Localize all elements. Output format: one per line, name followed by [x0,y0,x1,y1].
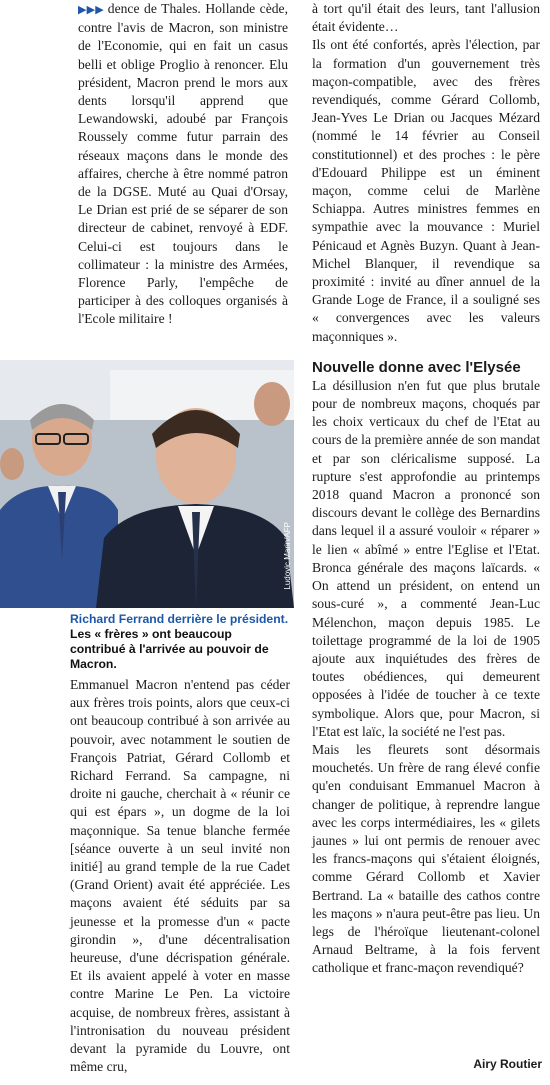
paragraph: Emmanuel Macron n'entend pas céder aux frères trois points, alors que ceux-ci ont beaucoup contribué à son arrivée au pouvoir, avec notamment le soutien de François Patriat, Gérard Collomb et Richard Ferrand. Sa campagne, ni droite ni gauche, cherchait à « réunir ce qui est épars », un dogme de la loi maçonnique. Sa tenue blanche fermée [séance ouverte à un seul invité non initié] au grand temple de la rue Cadet (Grand Orient) avait été appréciée. Les maçons avaient été séduits par sa jeunesse et la promesse d'un « pacte girondin », d'une décentralisation heureuse, d'une décrispation générale. Et ils avaient appelé à voter en masse contre Marine Le Pen. La victoire acquise, de nombreux frères, assistant à l'intronisation du nouveau président devant la pyramide du Louvre, ont même cru, [70,677,290,1075]
triple-arrow-icon: ▶▶▶ [78,3,104,16]
right-column [312,0,540,978]
caption-text: Les « frères » ont beaucoup contribué à l'arrivée au pouvoir de Macron. [70,627,269,671]
author-signature: Airy Routier [473,1057,542,1071]
photo-caption [70,612,290,672]
paragraph: La désillusion n'en fut que plus brutale pour de nombreux maçons, choqués par les choix verticaux du chef de l'Etat au cours de la première année de son mandat et par son cléricalisme supposé. La rupture s'est approfondie au printemps 2018 quand Macron a prononcé son discours devant le collège des Bernardins dans lequel il a assuré vouloir « réparer » le lien « abîmé » entre l'Eglise et l'Etat. Bronca générale des maçons laïcards. « On attend un président, on entend un sous-curé », a commenté Jean-Luc Mélenchon, maçon depuis 1985. Le toilettage programmé de la loi de 1905 ajoute aux inquiétudes des frères de toutes obédiences, qui demeurent opposées à l'idée de toucher à ce texte symbolique. Alors que, pour Macron, si l'Etat est laïc, la société ne l'est pas. [312,377,540,739]
paragraph: Ils ont été confortés, après l'élection, par la formation d'un gouvernement très maçon-compatible, avec des frères revendiqués, comme Gérard Collomb, Jean-Yves Le Drian ou Jacques Mézard (nommé le 14 février au Conseil constitutionnel) et des proches : le père d'Edouard Philippe est un éminent maçon, comme celui de Marlène Schiappa. Autres ministres femmes en sympathie avec la mouvance : Muriel Pénicaud et Agnès Buzyn. Quant à Jean-Michel Blanquer, il revendique sa proximité : invité au dîner annuel de la Grande Loge de France, il a souligné ses « convergences avec les valeurs maçonniques ». [312,37,540,344]
paragraph: à tort qu'il était des leurs, tant l'allusion était évidente… [312,1,540,35]
section-heading: Nouvelle donne avec l'Elysée [312,358,521,376]
paragraph: ▶▶▶ dence de Thales. Hollande cède, contre l'avis de Macron, son ministre de l'Economie, qui en fait un casus belli et oblige Proglio à renoncer. Elu président, Macron prend le mors aux dents lorsqu'il apprend que Lewandowski, adoubé par François Roussely comme futur parrain des réseaux maçons dans le monde des affaires, cherche à être nommé patron de la DGSE. Muté au Quai d'Orsay, Le Drian est prié de se séparer de son directeur de cabinet, renvoyé à EDF. Celui-ci est toujours dans le collimateur : la ministre des Armées, Florence Parly, l'empêche de participer à des colloques organisés à l'Ecole militaire ! [78,1,288,327]
left-column-top [78,0,288,329]
paragraph: Mais les fleurets sont désormais mouchetés. Un frère de rang élevé confie qu'en conduisant Emmanuel Macron à changer de politique, à reprendre langue avec les corps intermédiaires, les « gilets jaunes » lui ont permis de renouer avec les francs-maçons qui s'étaient éloignés, comme Gérard Collomb et Xavier Bertrand. La « bataille des cathos contre les maçons » n'aura peut-être pas lieu. Un legs de l'héroïque lieutenant-colonel Arnaud Beltrame, à la fois fervent catholique et franc-maçon revendiqué? [312,741,540,976]
photo-illustration [0,360,294,608]
photo-credit: Ludovic Marin/AFP [283,522,292,590]
caption-names: Richard Ferrand derrière le président. [70,612,289,626]
left-column-bottom [70,676,290,1076]
photo [0,360,294,608]
